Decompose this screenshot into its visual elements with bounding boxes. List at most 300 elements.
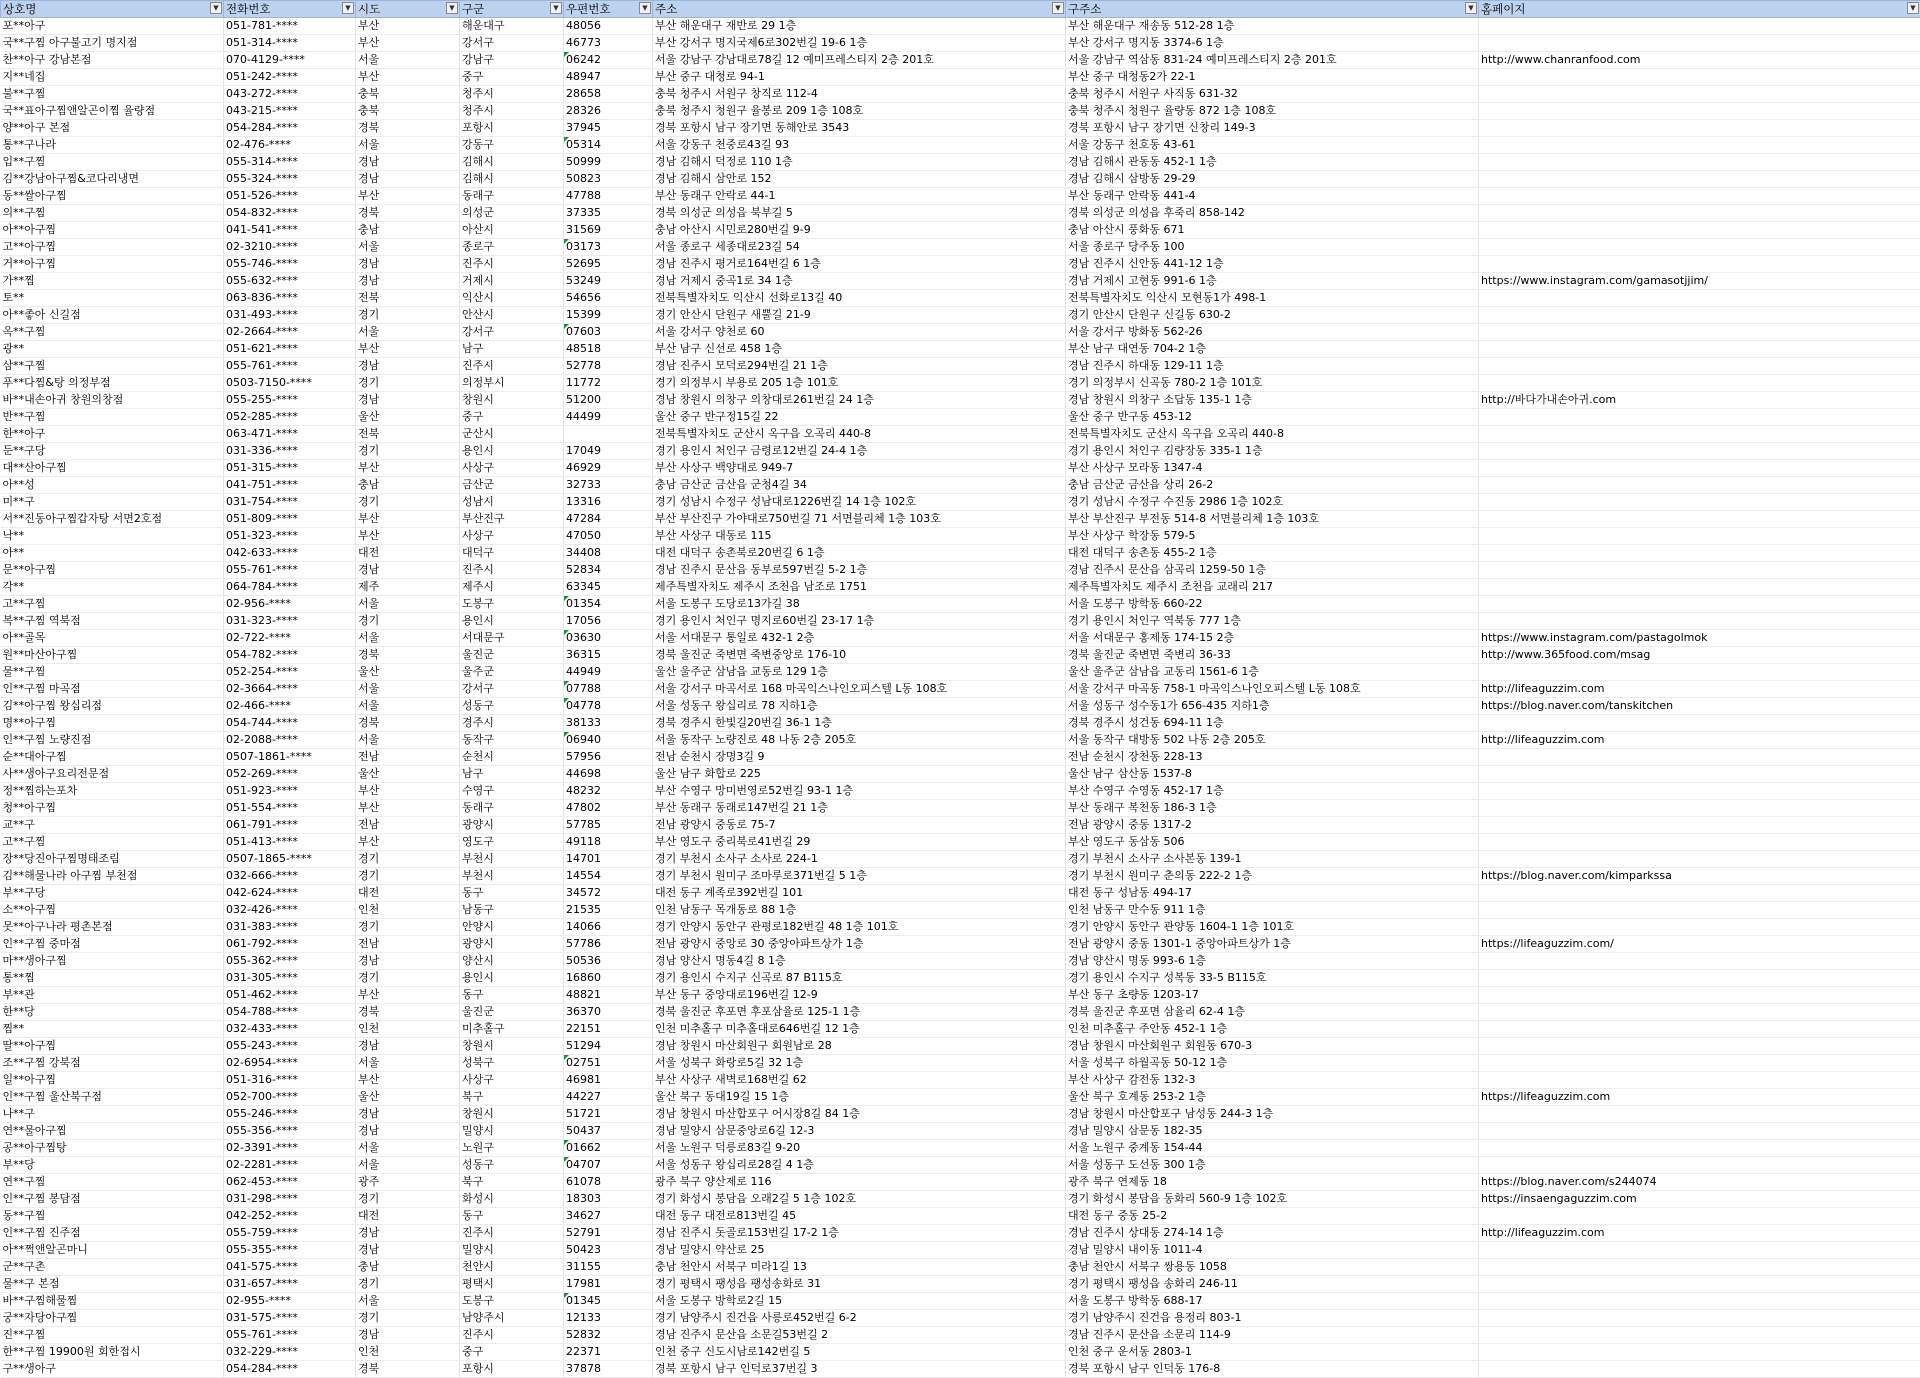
cell-store-name[interactable]: 불**구찜 <box>1 86 224 103</box>
cell-homepage[interactable]: http://lifeaguzzim.com <box>1479 1225 1920 1242</box>
table-row[interactable] <box>1 698 1920 715</box>
cell-homepage[interactable] <box>1479 1038 1920 1055</box>
cell-homepage[interactable] <box>1479 1208 1920 1225</box>
cell-address[interactable]: 경남 진주시 문산읍 동부로597번길 5-2 1층 <box>653 562 1066 579</box>
cell-province[interactable]: 경남 <box>356 273 460 290</box>
cell-old-address[interactable]: 부산 동구 초량동 1203-17 <box>1066 987 1479 1004</box>
cell-address[interactable]: 경기 화성시 봉담읍 오래2길 5 1층 102호 <box>653 1191 1066 1208</box>
cell-phone[interactable]: 055-324-**** <box>224 171 356 188</box>
cell-old-address[interactable]: 경기 부천시 원미구 춘의동 222-2 1층 <box>1066 868 1479 885</box>
cell-homepage[interactable] <box>1479 290 1920 307</box>
cell-old-address[interactable]: 경남 진주시 하대동 129-11 1층 <box>1066 358 1479 375</box>
cell-homepage[interactable] <box>1479 1242 1920 1259</box>
cell-store-name[interactable]: 통**찜 <box>1 970 224 987</box>
cell-province[interactable]: 부산 <box>356 987 460 1004</box>
table-row[interactable] <box>1 868 1920 885</box>
cell-homepage[interactable]: https://lifeaguzzim.com/ <box>1479 936 1920 953</box>
cell-address[interactable]: 울산 남구 화합로 225 <box>653 766 1066 783</box>
cell-province[interactable]: 전남 <box>356 936 460 953</box>
cell-zipcode[interactable]: 52832 <box>564 1327 653 1344</box>
cell-store-name[interactable]: 인**구찜 노량진점 <box>1 732 224 749</box>
cell-district[interactable]: 군산시 <box>460 426 564 443</box>
cell-district[interactable]: 창원시 <box>460 1106 564 1123</box>
cell-province[interactable]: 경기 <box>356 613 460 630</box>
cell-address[interactable]: 서울 성동구 왕십리로 78 지하1층 <box>653 698 1066 715</box>
cell-address[interactable]: 경남 김해시 삼안로 152 <box>653 171 1066 188</box>
cell-zipcode[interactable]: 32733 <box>564 477 653 494</box>
cell-address[interactable]: 부산 부산진구 가야대로750번길 71 서면블리체 1층 103호 <box>653 511 1066 528</box>
cell-zipcode[interactable]: 03173 <box>564 239 653 256</box>
cell-phone[interactable]: 041-575-**** <box>224 1259 356 1276</box>
cell-province[interactable]: 부산 <box>356 834 460 851</box>
table-row[interactable] <box>1 86 1920 103</box>
cell-old-address[interactable]: 경남 진주시 문산읍 삼곡리 1259-50 1층 <box>1066 562 1479 579</box>
table-row[interactable] <box>1 579 1920 596</box>
cell-zipcode[interactable]: 52695 <box>564 256 653 273</box>
cell-province[interactable]: 경기 <box>356 1191 460 1208</box>
cell-province[interactable]: 제주 <box>356 579 460 596</box>
cell-district[interactable]: 동래구 <box>460 188 564 205</box>
table-row[interactable] <box>1 783 1920 800</box>
cell-zipcode[interactable]: 57956 <box>564 749 653 766</box>
cell-province[interactable]: 인천 <box>356 902 460 919</box>
cell-phone[interactable]: 055-761-**** <box>224 562 356 579</box>
table-row[interactable] <box>1 817 1920 834</box>
filter-dropdown-icon[interactable]: ▼ <box>639 2 651 14</box>
cell-province[interactable]: 울산 <box>356 766 460 783</box>
cell-phone[interactable]: 051-809-**** <box>224 511 356 528</box>
cell-old-address[interactable]: 경남 진주시 상대동 274-14 1층 <box>1066 1225 1479 1242</box>
cell-zipcode[interactable]: 18303 <box>564 1191 653 1208</box>
cell-store-name[interactable]: 정**찜하는포차 <box>1 783 224 800</box>
cell-old-address[interactable]: 부산 사상구 모라동 1347-4 <box>1066 460 1479 477</box>
cell-province[interactable]: 경북 <box>356 205 460 222</box>
cell-phone[interactable]: 041-751-**** <box>224 477 356 494</box>
cell-province[interactable]: 경남 <box>356 1106 460 1123</box>
cell-phone[interactable]: 0503-7150-**** <box>224 375 356 392</box>
cell-old-address[interactable]: 충남 천안시 서북구 쌍용동 1058 <box>1066 1259 1479 1276</box>
cell-old-address[interactable]: 경남 창원시 의창구 소답동 135-1 1층 <box>1066 392 1479 409</box>
cell-zipcode[interactable]: 38133 <box>564 715 653 732</box>
cell-province[interactable]: 부산 <box>356 528 460 545</box>
cell-zipcode[interactable]: 14701 <box>564 851 653 868</box>
cell-zipcode[interactable]: 61078 <box>564 1174 653 1191</box>
cell-zipcode[interactable]: 01662 <box>564 1140 653 1157</box>
cell-zipcode[interactable]: 63345 <box>564 579 653 596</box>
cell-homepage[interactable] <box>1479 35 1920 52</box>
cell-province[interactable]: 대전 <box>356 545 460 562</box>
cell-homepage[interactable] <box>1479 817 1920 834</box>
cell-store-name[interactable]: 궁**자당아구찜 <box>1 1310 224 1327</box>
cell-zipcode[interactable]: 17049 <box>564 443 653 460</box>
cell-zipcode[interactable]: 47284 <box>564 511 653 528</box>
cell-store-name[interactable]: 의**구찜 <box>1 205 224 222</box>
cell-homepage[interactable] <box>1479 239 1920 256</box>
cell-store-name[interactable]: 국**표아구찜앤알곤이찜 율량점 <box>1 103 224 120</box>
cell-district[interactable]: 포항시 <box>460 1361 564 1378</box>
cell-province[interactable]: 경북 <box>356 647 460 664</box>
cell-district[interactable]: 도봉구 <box>460 1293 564 1310</box>
cell-homepage[interactable] <box>1479 834 1920 851</box>
cell-province[interactable]: 전북 <box>356 426 460 443</box>
cell-store-name[interactable]: 공**아구찜탕 <box>1 1140 224 1157</box>
cell-phone[interactable]: 051-413-**** <box>224 834 356 851</box>
table-row[interactable] <box>1 1259 1920 1276</box>
cell-phone[interactable]: 061-792-**** <box>224 936 356 953</box>
cell-homepage[interactable] <box>1479 120 1920 137</box>
cell-zipcode[interactable]: 53249 <box>564 273 653 290</box>
cell-address[interactable]: 경남 양산시 명동4길 8 1층 <box>653 953 1066 970</box>
cell-address[interactable]: 서울 강서구 마곡서로 168 마곡익스나인오피스텔 L동 108호 <box>653 681 1066 698</box>
cell-address[interactable]: 서울 강동구 천중로43길 93 <box>653 137 1066 154</box>
filter-dropdown-icon[interactable]: ▼ <box>342 2 354 14</box>
cell-homepage[interactable] <box>1479 222 1920 239</box>
cell-homepage[interactable] <box>1479 171 1920 188</box>
cell-district[interactable]: 동작구 <box>460 732 564 749</box>
cell-district[interactable]: 노원구 <box>460 1140 564 1157</box>
cell-homepage[interactable] <box>1479 494 1920 511</box>
cell-phone[interactable]: 051-242-**** <box>224 69 356 86</box>
cell-district[interactable]: 사상구 <box>460 1072 564 1089</box>
cell-old-address[interactable]: 충남 금산군 금산읍 상리 26-2 <box>1066 477 1479 494</box>
cell-old-address[interactable]: 경기 용인시 수지구 성복동 33-5 B115호 <box>1066 970 1479 987</box>
cell-district[interactable]: 사상구 <box>460 528 564 545</box>
cell-phone[interactable]: 02-722-**** <box>224 630 356 647</box>
cell-store-name[interactable]: 구**생아구 <box>1 1361 224 1378</box>
table-row[interactable] <box>1 375 1920 392</box>
table-row[interactable] <box>1 834 1920 851</box>
cell-province[interactable]: 전남 <box>356 749 460 766</box>
cell-district[interactable]: 동구 <box>460 987 564 1004</box>
cell-province[interactable]: 부산 <box>356 341 460 358</box>
cell-old-address[interactable]: 서울 성동구 성수동1가 656-435 지하1층 <box>1066 698 1479 715</box>
cell-district[interactable]: 남양주시 <box>460 1310 564 1327</box>
column-header-address[interactable] <box>653 1 1066 18</box>
cell-province[interactable]: 울산 <box>356 409 460 426</box>
table-row[interactable] <box>1 1344 1920 1361</box>
table-row[interactable] <box>1 256 1920 273</box>
cell-old-address[interactable]: 경남 진주시 신안동 441-12 1층 <box>1066 256 1479 273</box>
cell-old-address[interactable]: 울산 울주군 삼남읍 교동리 1561-6 1층 <box>1066 664 1479 681</box>
cell-province[interactable]: 경북 <box>356 715 460 732</box>
cell-address[interactable]: 경남 진주시 모덕로294번길 21 1층 <box>653 358 1066 375</box>
cell-zipcode[interactable]: 48947 <box>564 69 653 86</box>
cell-address[interactable]: 서울 성북구 화랑로5길 32 1층 <box>653 1055 1066 1072</box>
cell-province[interactable]: 경기 <box>356 868 460 885</box>
cell-district[interactable]: 부천시 <box>460 868 564 885</box>
cell-phone[interactable]: 02-956-**** <box>224 596 356 613</box>
cell-district[interactable]: 성남시 <box>460 494 564 511</box>
cell-zipcode[interactable]: 51294 <box>564 1038 653 1055</box>
cell-province[interactable]: 대전 <box>356 1208 460 1225</box>
table-row[interactable] <box>1 494 1920 511</box>
cell-homepage[interactable]: http://바다가내손아귀.com <box>1479 392 1920 409</box>
cell-homepage[interactable] <box>1479 103 1920 120</box>
table-row[interactable] <box>1 1089 1920 1106</box>
cell-province[interactable]: 경남 <box>356 1123 460 1140</box>
column-header-district[interactable] <box>460 1 564 18</box>
cell-store-name[interactable]: 못**아구나라 평촌본점 <box>1 919 224 936</box>
cell-homepage[interactable] <box>1479 86 1920 103</box>
cell-store-name[interactable]: 바**내손아귀 창원의창점 <box>1 392 224 409</box>
table-row[interactable] <box>1 154 1920 171</box>
cell-old-address[interactable]: 경기 안산시 단원구 신길동 630-2 <box>1066 307 1479 324</box>
cell-district[interactable]: 포항시 <box>460 120 564 137</box>
cell-address[interactable]: 서울 성동구 왕십리로28길 4 1층 <box>653 1157 1066 1174</box>
cell-address[interactable]: 충북 청주시 청원구 율봉로 209 1층 108호 <box>653 103 1066 120</box>
cell-zipcode[interactable]: 16860 <box>564 970 653 987</box>
table-row[interactable] <box>1 681 1920 698</box>
cell-address[interactable]: 인천 중구 신도시남로142번길 5 <box>653 1344 1066 1361</box>
cell-zipcode[interactable]: 47788 <box>564 188 653 205</box>
cell-phone[interactable]: 032-229-**** <box>224 1344 356 1361</box>
cell-old-address[interactable]: 부산 수영구 수영동 452-17 1층 <box>1066 783 1479 800</box>
cell-store-name[interactable]: 삼**구찜 <box>1 358 224 375</box>
cell-zipcode[interactable]: 44499 <box>564 409 653 426</box>
cell-zipcode[interactable]: 52778 <box>564 358 653 375</box>
cell-old-address[interactable]: 울산 남구 삼산동 1537-8 <box>1066 766 1479 783</box>
cell-old-address[interactable]: 경남 진주시 문산읍 소문리 114-9 <box>1066 1327 1479 1344</box>
cell-province[interactable]: 충남 <box>356 477 460 494</box>
table-row[interactable] <box>1 613 1920 630</box>
cell-phone[interactable]: 031-383-**** <box>224 919 356 936</box>
cell-address[interactable]: 서울 서대문구 통일로 432-1 2층 <box>653 630 1066 647</box>
cell-store-name[interactable]: 김**해물나라 아구찜 부천점 <box>1 868 224 885</box>
cell-zipcode[interactable]: 01345 <box>564 1293 653 1310</box>
cell-phone[interactable]: 054-284-**** <box>224 1361 356 1378</box>
cell-store-name[interactable]: 아**아구찜 <box>1 222 224 239</box>
filter-dropdown-icon[interactable]: ▼ <box>446 2 458 14</box>
cell-province[interactable]: 경기 <box>356 375 460 392</box>
cell-province[interactable]: 부산 <box>356 188 460 205</box>
cell-district[interactable]: 금산군 <box>460 477 564 494</box>
cell-phone[interactable]: 055-362-**** <box>224 953 356 970</box>
cell-old-address[interactable]: 부산 강서구 명지동 3374-6 1층 <box>1066 35 1479 52</box>
cell-phone[interactable]: 031-336-**** <box>224 443 356 460</box>
cell-store-name[interactable]: 미**구 <box>1 494 224 511</box>
cell-old-address[interactable]: 서울 성북구 하월곡동 50-12 1층 <box>1066 1055 1479 1072</box>
column-header-store-name[interactable] <box>1 1 224 18</box>
cell-province[interactable]: 서울 <box>356 732 460 749</box>
cell-homepage[interactable] <box>1479 783 1920 800</box>
table-row[interactable] <box>1 1055 1920 1072</box>
cell-homepage[interactable] <box>1479 970 1920 987</box>
cell-district[interactable]: 진주시 <box>460 1225 564 1242</box>
cell-district[interactable]: 순천시 <box>460 749 564 766</box>
cell-address[interactable]: 부산 동래구 동래로147번길 21 1층 <box>653 800 1066 817</box>
cell-homepage[interactable] <box>1479 528 1920 545</box>
cell-phone[interactable]: 055-355-**** <box>224 1242 356 1259</box>
cell-district[interactable]: 거제시 <box>460 273 564 290</box>
cell-district[interactable]: 북구 <box>460 1174 564 1191</box>
cell-store-name[interactable]: 나**구 <box>1 1106 224 1123</box>
cell-phone[interactable]: 031-298-**** <box>224 1191 356 1208</box>
cell-district[interactable]: 안산시 <box>460 307 564 324</box>
cell-province[interactable]: 경기 <box>356 919 460 936</box>
cell-store-name[interactable]: 아**쩍앤알곤마니 <box>1 1242 224 1259</box>
cell-phone[interactable]: 052-700-**** <box>224 1089 356 1106</box>
cell-old-address[interactable]: 대전 대덕구 송촌동 455-2 1층 <box>1066 545 1479 562</box>
cell-phone[interactable]: 063-836-**** <box>224 290 356 307</box>
table-row[interactable] <box>1 851 1920 868</box>
cell-homepage[interactable] <box>1479 511 1920 528</box>
cell-province[interactable]: 서울 <box>356 1055 460 1072</box>
cell-district[interactable]: 울진군 <box>460 647 564 664</box>
cell-homepage[interactable] <box>1479 341 1920 358</box>
table-row[interactable] <box>1 715 1920 732</box>
cell-zipcode[interactable] <box>564 426 653 443</box>
cell-homepage[interactable] <box>1479 460 1920 477</box>
cell-phone[interactable]: 042-624-**** <box>224 885 356 902</box>
table-row[interactable] <box>1 528 1920 545</box>
cell-store-name[interactable]: 부**당 <box>1 1157 224 1174</box>
cell-district[interactable]: 밀양시 <box>460 1242 564 1259</box>
cell-homepage[interactable]: https://blog.naver.com/s244074 <box>1479 1174 1920 1191</box>
cell-address[interactable]: 충북 청주시 서원구 창직로 112-4 <box>653 86 1066 103</box>
table-row[interactable] <box>1 1208 1920 1225</box>
table-row[interactable] <box>1 239 1920 256</box>
table-row[interactable] <box>1 205 1920 222</box>
cell-province[interactable]: 광주 <box>356 1174 460 1191</box>
cell-homepage[interactable] <box>1479 1276 1920 1293</box>
cell-phone[interactable]: 0507-1865-**** <box>224 851 356 868</box>
table-row[interactable] <box>1 953 1920 970</box>
cell-district[interactable]: 강남구 <box>460 52 564 69</box>
cell-zipcode[interactable]: 22151 <box>564 1021 653 1038</box>
cell-store-name[interactable]: 옥**구찜 <box>1 324 224 341</box>
cell-store-name[interactable]: 장**당진아구찜명태조림 <box>1 851 224 868</box>
cell-store-name[interactable]: 인**구찜 마곡점 <box>1 681 224 698</box>
cell-district[interactable]: 해운대구 <box>460 18 564 35</box>
table-row[interactable] <box>1 409 1920 426</box>
cell-zipcode[interactable]: 21535 <box>564 902 653 919</box>
cell-province[interactable]: 서울 <box>356 630 460 647</box>
cell-homepage[interactable] <box>1479 1021 1920 1038</box>
cell-phone[interactable]: 061-791-**** <box>224 817 356 834</box>
cell-phone[interactable]: 031-754-**** <box>224 494 356 511</box>
cell-store-name[interactable]: 군**구촌 <box>1 1259 224 1276</box>
cell-address[interactable]: 경남 진주시 문산읍 소문길53번길 2 <box>653 1327 1066 1344</box>
cell-old-address[interactable]: 전북특별자치도 익산시 모현동1가 498-1 <box>1066 290 1479 307</box>
cell-store-name[interactable]: 지**네집 <box>1 69 224 86</box>
cell-province[interactable]: 경북 <box>356 1361 460 1378</box>
cell-address[interactable]: 서울 강서구 양천로 60 <box>653 324 1066 341</box>
cell-old-address[interactable]: 경북 울진군 죽변면 죽변리 36-33 <box>1066 647 1479 664</box>
cell-zipcode[interactable]: 14554 <box>564 868 653 885</box>
cell-district[interactable]: 동구 <box>460 885 564 902</box>
cell-store-name[interactable]: 문**아구찜 <box>1 562 224 579</box>
cell-phone[interactable]: 070-4129-**** <box>224 52 356 69</box>
table-row[interactable] <box>1 171 1920 188</box>
cell-phone[interactable]: 062-453-**** <box>224 1174 356 1191</box>
cell-address[interactable]: 경기 용인시 처인구 명지로60번길 23-17 1층 <box>653 613 1066 630</box>
table-row[interactable] <box>1 647 1920 664</box>
cell-district[interactable]: 진주시 <box>460 256 564 273</box>
cell-store-name[interactable]: 인**구찜 진주점 <box>1 1225 224 1242</box>
cell-homepage[interactable]: https://www.instagram.com/pastagolmok <box>1479 630 1920 647</box>
cell-address[interactable]: 부산 중구 대청로 94-1 <box>653 69 1066 86</box>
cell-old-address[interactable]: 부산 남구 대연동 704-2 1층 <box>1066 341 1479 358</box>
cell-district[interactable]: 성동구 <box>460 698 564 715</box>
cell-address[interactable]: 경남 진주시 평거로164번길 6 1층 <box>653 256 1066 273</box>
cell-store-name[interactable]: 서**진동아구찜갑자탕 서면2호점 <box>1 511 224 528</box>
cell-zipcode[interactable]: 51200 <box>564 392 653 409</box>
cell-phone[interactable]: 055-246-**** <box>224 1106 356 1123</box>
cell-phone[interactable]: 02-2281-**** <box>224 1157 356 1174</box>
cell-store-name[interactable]: 한**당 <box>1 1004 224 1021</box>
cell-homepage[interactable] <box>1479 1361 1920 1378</box>
cell-homepage[interactable] <box>1479 749 1920 766</box>
cell-homepage[interactable]: http://www.chanranfood.com <box>1479 52 1920 69</box>
table-row[interactable] <box>1 562 1920 579</box>
cell-store-name[interactable]: 딸**아구찜 <box>1 1038 224 1055</box>
cell-address[interactable]: 부산 남구 신선로 458 1층 <box>653 341 1066 358</box>
cell-zipcode[interactable]: 46929 <box>564 460 653 477</box>
cell-address[interactable]: 전남 순천시 장명3길 9 <box>653 749 1066 766</box>
cell-old-address[interactable]: 경남 밀양시 삼문동 182-35 <box>1066 1123 1479 1140</box>
cell-province[interactable]: 충북 <box>356 103 460 120</box>
cell-homepage[interactable] <box>1479 987 1920 1004</box>
cell-homepage[interactable] <box>1479 800 1920 817</box>
table-row[interactable] <box>1 18 1920 35</box>
cell-province[interactable]: 경기 <box>356 494 460 511</box>
cell-zipcode[interactable]: 34572 <box>564 885 653 902</box>
cell-store-name[interactable]: 인**구찜 봉담점 <box>1 1191 224 1208</box>
cell-district[interactable]: 수영구 <box>460 783 564 800</box>
cell-province[interactable]: 인천 <box>356 1021 460 1038</box>
cell-address[interactable]: 경남 거제시 중곡1로 34 1층 <box>653 273 1066 290</box>
cell-old-address[interactable]: 대전 동구 중동 25-2 <box>1066 1208 1479 1225</box>
cell-old-address[interactable]: 경북 포항시 남구 인덕동 176-8 <box>1066 1361 1479 1378</box>
table-row[interactable] <box>1 987 1920 1004</box>
cell-old-address[interactable]: 전북특별자치도 군산시 옥구읍 오곡리 440-8 <box>1066 426 1479 443</box>
cell-phone[interactable]: 051-923-**** <box>224 783 356 800</box>
filter-dropdown-icon[interactable]: ▼ <box>550 2 562 14</box>
cell-phone[interactable]: 031-493-**** <box>224 307 356 324</box>
cell-phone[interactable]: 054-782-**** <box>224 647 356 664</box>
cell-district[interactable]: 부산진구 <box>460 511 564 528</box>
cell-homepage[interactable] <box>1479 579 1920 596</box>
filter-dropdown-icon[interactable]: ▼ <box>1907 2 1919 14</box>
cell-district[interactable]: 남구 <box>460 766 564 783</box>
cell-province[interactable]: 서울 <box>356 698 460 715</box>
cell-district[interactable]: 서대문구 <box>460 630 564 647</box>
cell-province[interactable]: 경남 <box>356 1225 460 1242</box>
cell-zipcode[interactable]: 15399 <box>564 307 653 324</box>
cell-old-address[interactable]: 경남 양산시 명동 993-6 1층 <box>1066 953 1479 970</box>
cell-store-name[interactable]: 부**관 <box>1 987 224 1004</box>
table-row[interactable] <box>1 902 1920 919</box>
cell-old-address[interactable]: 경북 울진군 후포면 삼율리 62-4 1층 <box>1066 1004 1479 1021</box>
cell-province[interactable]: 경기 <box>356 443 460 460</box>
table-row[interactable] <box>1 1225 1920 1242</box>
cell-district[interactable]: 성북구 <box>460 1055 564 1072</box>
cell-store-name[interactable]: 각** <box>1 579 224 596</box>
cell-address[interactable]: 대전 동구 대전로813번길 45 <box>653 1208 1066 1225</box>
cell-old-address[interactable]: 충북 청주시 서원구 사직동 631-32 <box>1066 86 1479 103</box>
cell-phone[interactable]: 055-746-**** <box>224 256 356 273</box>
cell-zipcode[interactable]: 50999 <box>564 154 653 171</box>
cell-store-name[interactable]: 가**찜 <box>1 273 224 290</box>
cell-province[interactable]: 충남 <box>356 222 460 239</box>
cell-phone[interactable]: 042-633-**** <box>224 545 356 562</box>
cell-district[interactable]: 평택시 <box>460 1276 564 1293</box>
cell-province[interactable]: 서울 <box>356 1140 460 1157</box>
cell-phone[interactable]: 064-784-**** <box>224 579 356 596</box>
table-row[interactable] <box>1 188 1920 205</box>
cell-old-address[interactable]: 경기 부천시 소사구 소사본동 139-1 <box>1066 851 1479 868</box>
cell-homepage[interactable]: http://lifeaguzzim.com <box>1479 732 1920 749</box>
